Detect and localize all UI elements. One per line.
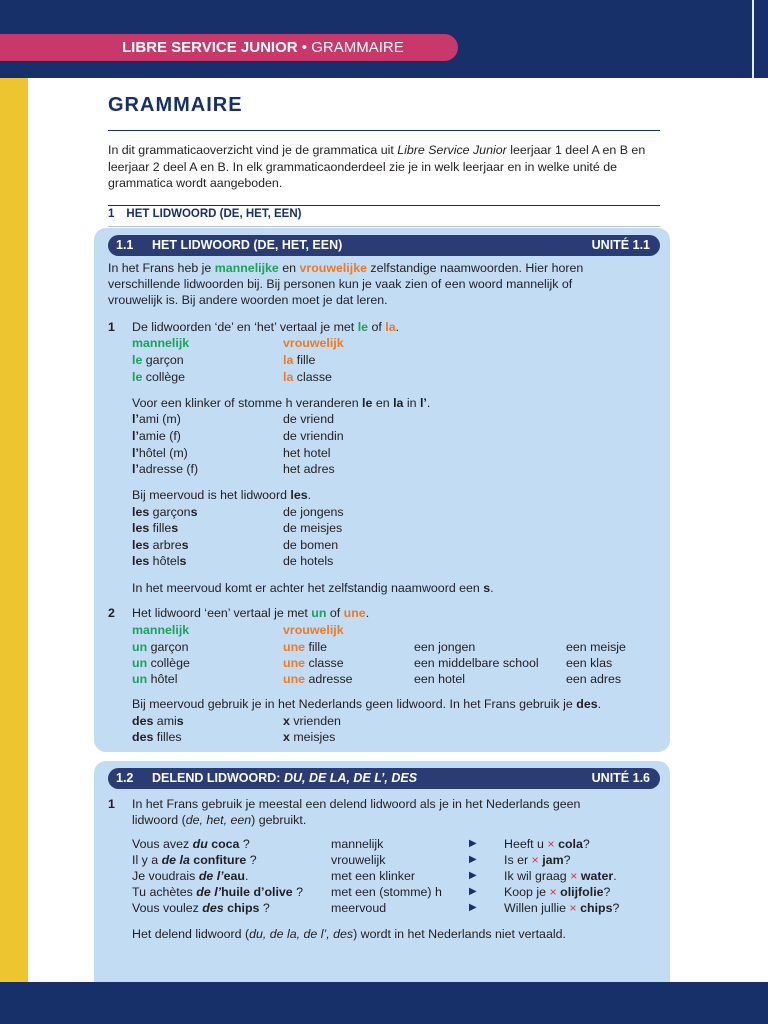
section-heading [108,208,313,220]
translation: een adres [566,672,622,686]
translation: het adres [283,462,335,476]
list-item: le garçon [132,353,184,367]
example-fr: Vous voulez des chips ? [132,901,270,915]
list-item: des amis [132,714,184,728]
unite-label: UNITÉ 1.1 [591,238,650,252]
list-item: l’amie (f) [132,429,181,443]
translation: de meisjes [283,521,343,535]
panel-title-italic: DU, DE LA, DE L’, DES [283,771,418,785]
translation: de vriend [283,412,334,426]
translation: een hotel [414,672,465,686]
example-fr: Il y a de la confiture ? [132,853,257,867]
list-item: un hôtel [132,672,178,686]
point1-line1: In het Frans gebruik je meestal een delend lidwoord als je in het Nederlands geen [132,797,581,811]
plural-rule: Bij meervoud gebruik je in het Nederlands geen lidwoord. In het Frans gebruik je des. [132,697,602,711]
translation: de bomen [283,538,339,552]
list-item: la fille [283,353,316,367]
translation: x meisjes [283,730,336,744]
panel-1-1 [94,228,670,752]
gender-label: met een klinker [331,869,416,883]
list-item: les hôtels [132,554,187,568]
point1-line2: lidwoord (de, het, een) gebruikt. [132,813,307,827]
panel1-intro-line2: verschillende lidwoorden bij. Bij personen kun je vaak zien of een woord mannelijk of [108,277,573,291]
section-title: HET LIDWOORD (DE, HET, EEN) [126,208,302,220]
point-number: 1 [108,320,115,334]
section-rule [108,205,660,206]
translation: de hotels [283,554,334,568]
col-masc-label: mannelijk [132,623,190,637]
example-nl: Is er × jam? [504,853,571,867]
intro-paragraph [108,142,668,192]
gender-label: met een (stomme) h [331,885,442,899]
translation: de vriendin [283,429,344,443]
list-item: l’adresse (f) [132,462,199,476]
example-nl: Willen jullie × chips? [504,901,620,915]
arrow-right-icon: ▶ [469,902,477,913]
translation: een meisje [566,640,626,654]
list-item: le collège [132,370,186,384]
list-item: une classe [283,656,344,670]
point1-rule: De lidwoorden ‘de’ en ‘het’ vertaal je met le of la. [132,320,400,334]
header-product: LIBRE SERVICE JUNIOR [122,39,298,56]
arrow-right-icon: ▶ [469,870,477,881]
translation: een middelbare school [414,656,539,670]
header-section: GRAMMAIRE [311,39,404,56]
example-nl: Ik wil graag × water. [504,869,617,883]
point-number: 1 [108,797,115,811]
translation: een klas [566,656,613,670]
panel-title: DELEND LIDWOORD: [152,771,284,785]
example-nl: Heeft u × cola? [504,837,590,851]
plural-rule: Bij meervoud is het lidwoord les. [132,488,312,502]
point2-rule: Het lidwoord ‘een’ vertaal je met un of une. [132,606,370,620]
list-item: les filles [132,521,179,535]
list-item: les garçons [132,505,198,519]
bottom-banner [0,982,768,1024]
list-item: l’ami (m) [132,412,181,426]
arrow-right-icon: ▶ [469,838,477,849]
list-item: un collège [132,656,190,670]
gender-label: vrouwelijk [331,853,386,867]
panel-title: HET LIDWOORD (DE, HET, EEN) [152,238,343,252]
gender-label: meervoud [331,901,387,915]
panel-1-2-header [108,768,660,789]
list-item: l’hôtel (m) [132,446,188,460]
list-item: une adresse [283,672,353,686]
translation: het hotel [283,446,331,460]
section-rule-bottom [108,226,660,227]
panel-1-1-header [108,235,660,256]
header-separator: • [301,39,308,56]
arrow-right-icon: ▶ [469,886,477,897]
panel1-intro-line3: vrouwelijk is. Bij andere woorden moet je dat leren. [108,293,388,307]
col-fem-label: vrouwelijk [283,623,344,637]
title-rule [108,130,660,131]
list-item: des filles [132,730,182,744]
panel-number: 1.2 [116,771,134,785]
header-pill [0,34,458,61]
left-accent-stripe [0,78,28,982]
panel-number: 1.1 [116,238,134,252]
intro-book-title: Libre Service Junior [397,143,507,157]
list-item: une fille [283,640,328,654]
list-item: la classe [283,370,332,384]
panel2-footer: Het delend lidwoord (du, de la, de l’, des) wordt in het Nederlands niet vertaald. [132,927,566,941]
translation: x vrienden [283,714,341,728]
panel-1-2 [94,761,670,982]
example-fr: Vous avez du coca ? [132,837,250,851]
example-fr: Tu achètes de l’huile d’olive ? [132,885,304,899]
banner-divider [752,0,754,78]
example-fr: Je voudrais de l’eau. [132,869,249,883]
intro-text-2: leerjaar 1 deel A en B en leerjaar 2 deel A en B. In elk grammaticaonderdeel zie je in welk leerjaar en in welke unité de grammatica wordt aangeboden. [108,143,646,190]
unite-label: UNITÉ 1.6 [591,771,650,785]
example-nl: Koop je × olijfolie? [504,885,611,899]
point-number: 2 [108,606,115,620]
page-title: GRAMMAIRE [108,94,243,116]
vowel-rule: Voor een klinker of stomme h veranderen le en la in l’. [132,396,431,410]
list-item: les arbres [132,538,189,552]
translation: de jongens [283,505,344,519]
col-masc-label: mannelijk [132,336,190,350]
arrow-right-icon: ▶ [469,854,477,865]
gender-label: mannelijk [331,837,384,851]
panel1-intro-line1: In het Frans heb je mannelijke en vrouwelijke zelfstandige naamwoorden. Hier horen [108,261,584,275]
intro-text-1: In dit grammaticaoverzicht vind je de grammatica uit [108,143,398,157]
col-fem-label: vrouwelijk [283,336,344,350]
translation: een jongen [414,640,476,654]
section-number: 1 [108,208,115,220]
list-item: un garçon [132,640,189,654]
plural-s-rule: In het meervoud komt er achter het zelfstandig naamwoord een s. [132,581,494,595]
